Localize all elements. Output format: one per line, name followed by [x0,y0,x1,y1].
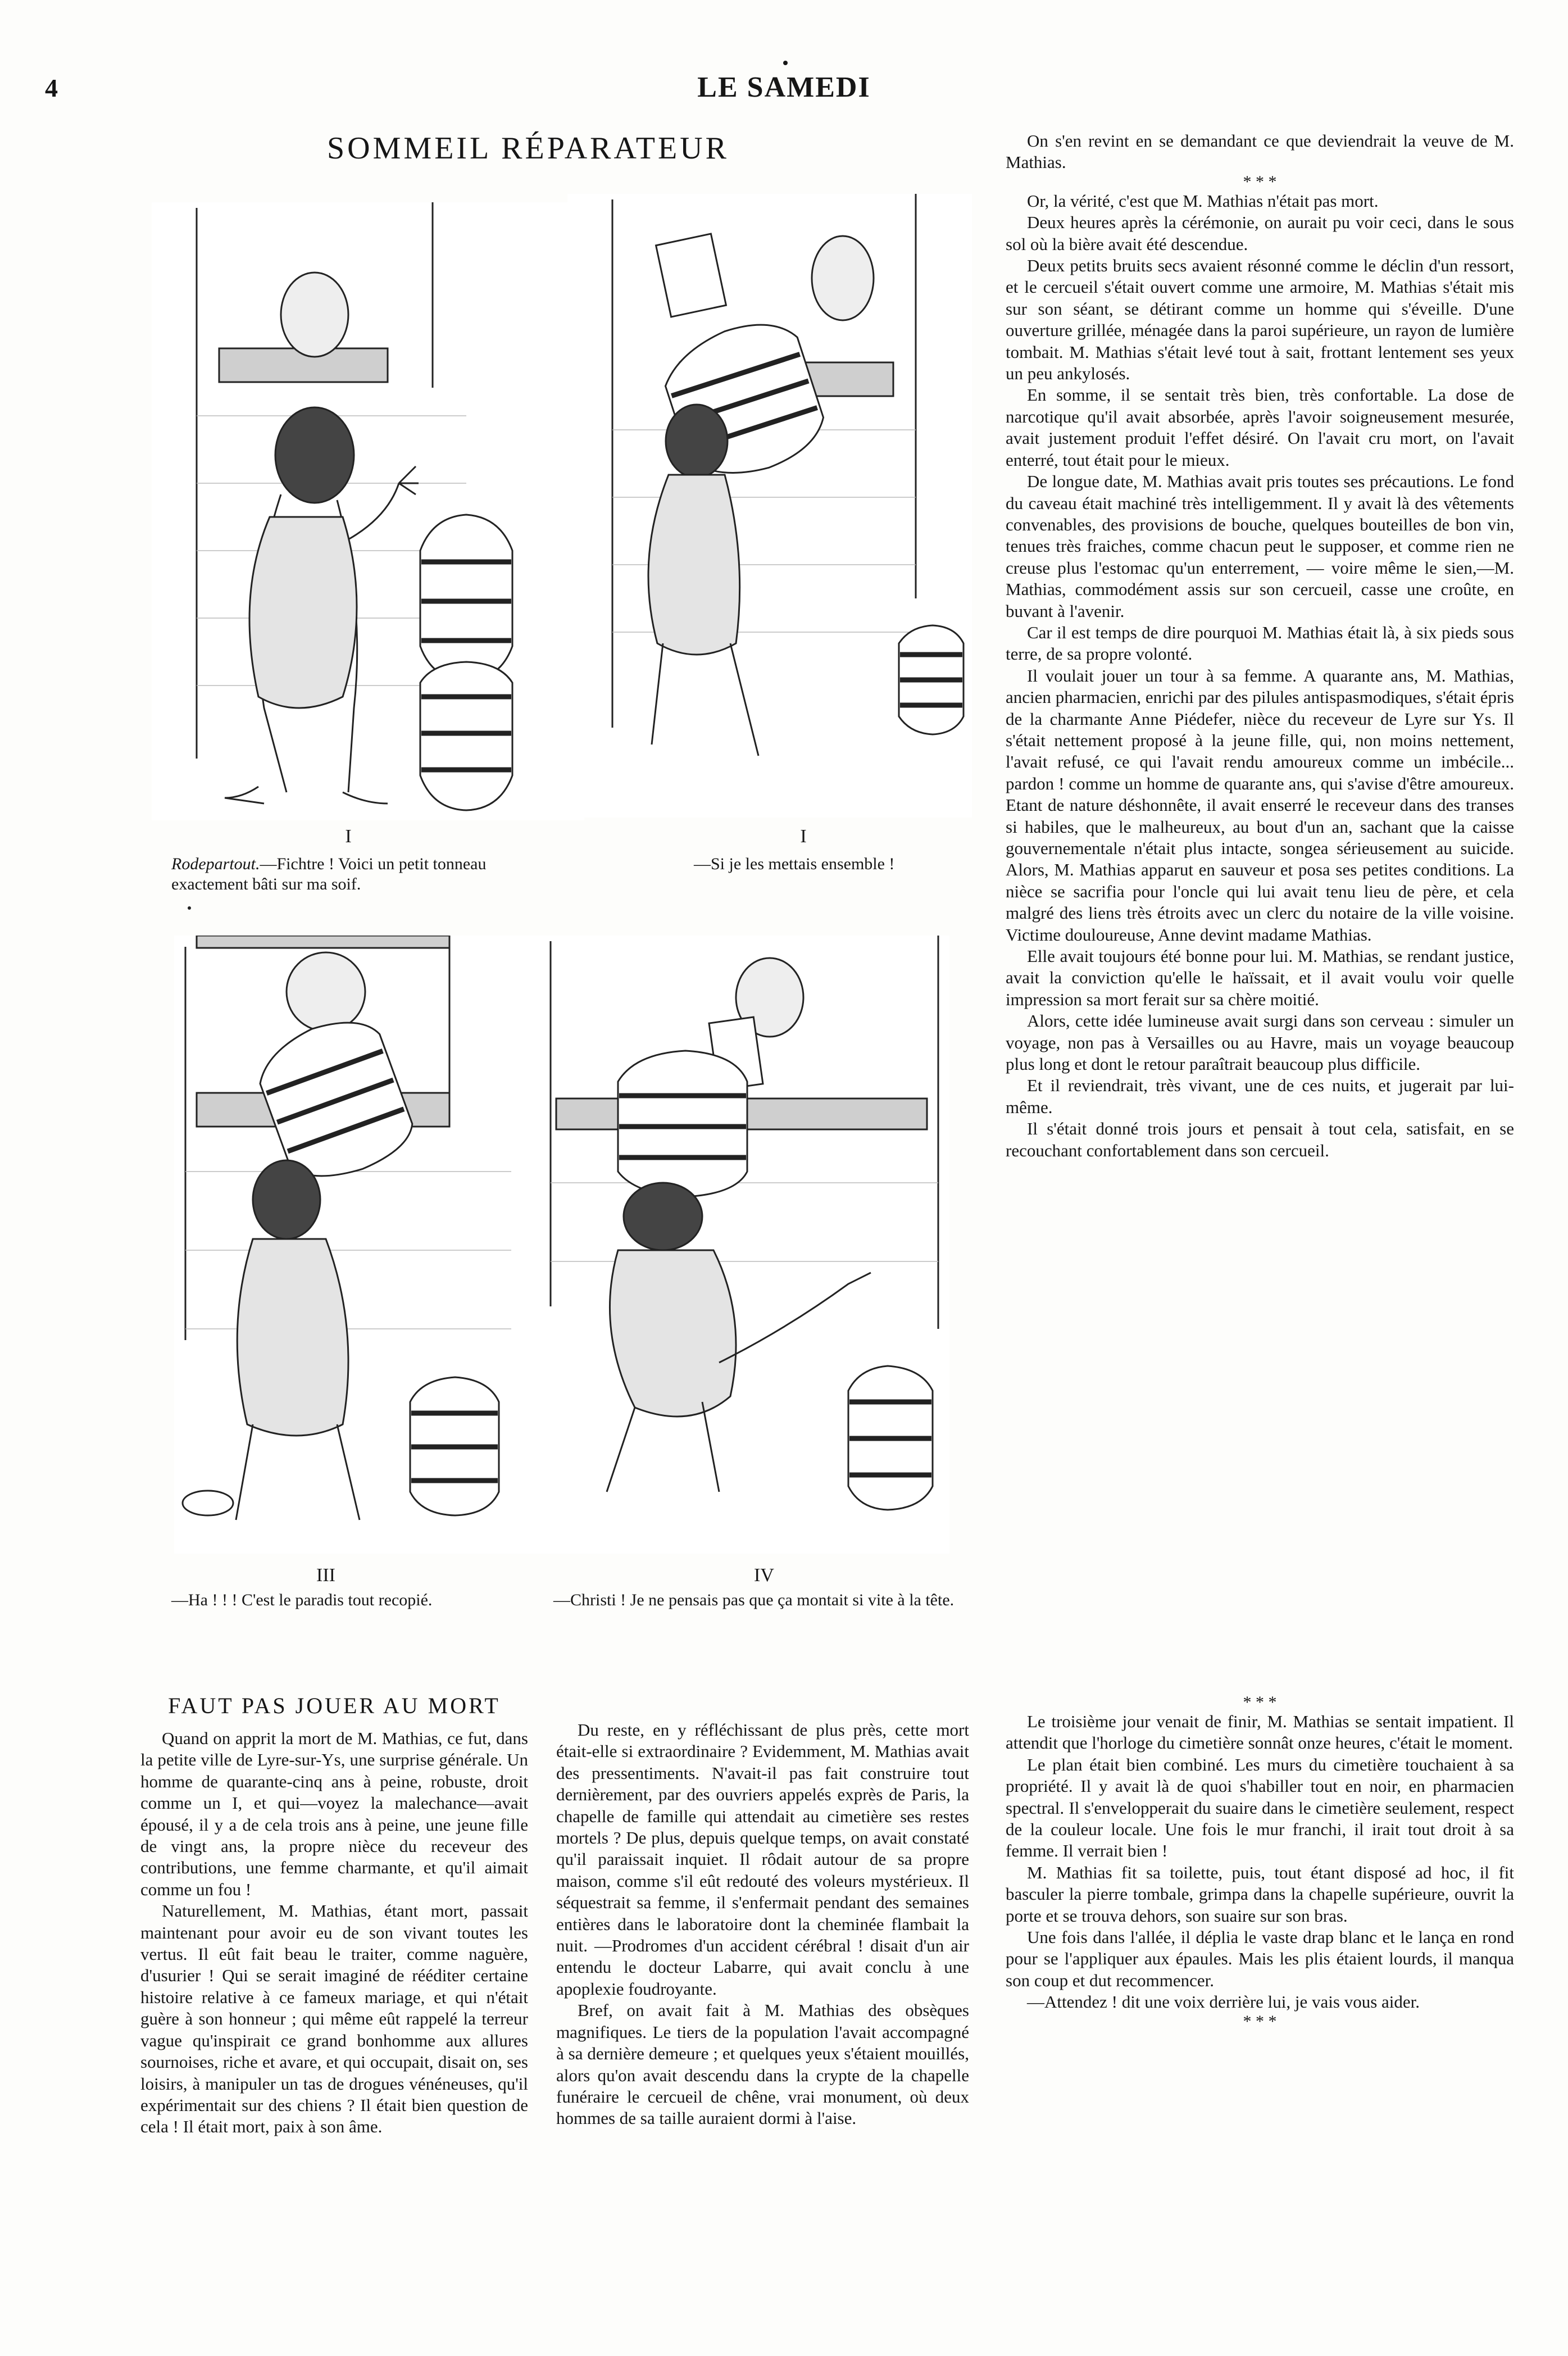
comic-panel-2 [567,194,972,818]
panel-3-caption: —Ha ! ! ! C'est le paradis tout recopié. [171,1591,433,1609]
paragraph: Naturellement, M. Mathias, étant mort, passait maintenant pour avoir eu de son vivant toutes les vertus. Il eût fait beau le traiter, comme naguère, d'usurier ! Qui se serait imaginé de rééditer certaine histoire relative à ce fameux mariage, et qui n'était guère à son honneur ; qui même eût rappelé la terreur vague qu'inspirait ce grand bonhomme aux allures sournoises, riche et avare, et qui occupait, disait on, ses loisirs, à manipuler un tas de drogues vénéneuses, qu'il expérimentait sur des chiens ? Il était bien question de cela ! Il était mort, paix à son âme. [140,1901,528,2137]
paragraph: En somme, il se sentait très bien, très confortable. La dose de narcotique qu'il avait absorbée, après l'avoir soigneusement mesurée, avait justement produit l'effet désiré. On l'avait cru mort, on l'avait enterré, tout était pour le mieux. [1006,385,1514,470]
panel-3-numeral: III [316,1565,335,1586]
paragraph: Il voulait jouer un tour à sa femme. A quarante ans, M. Mathias, ancien pharmacien, enrichi par des pilules antispasmodiques, s'était épris de la charmante Anne Piédefer, nièce du receveur de Lyre sur Ys. Il s'était nettement proposé à la jeune fille, qui, non moins nettement, l'avait refusé, ce qui l'avait rendu amoureux comme un imbécile... pardon ! comme un homme de quarante ans, qui s'avise d'être amoureux. Etant de nature déshonnête, il avait enserré le receveur dans des transes si habiles, que le malheureux, au bout d'un an, sachant que la caisse gouvernementale n'était plus intacte, songea sérieusement au suicide. Alors, M. Mathias apparut en sauveur et posa ses petites conditions. La nièce se sacrifia pour l'oncle qui lui avait tenu lieu de père, et cela malgré des liens très étroits avec un clerc du notaire de la ville voisine. Victime douloureuse, Anne devint madame Mathias. [1006,665,1514,945]
paragraph: Quand on apprit la mort de M. Mathias, ce fut, dans la petite ville de Lyre-sur-Ys, une surprise générale. Un homme de quarante-cinq ans à peine, robuste, droit comme un I, et qui—voyez la malechance—avait épousé, il y a de cela trois ans à peine, une jeune fille de vingt ans, la propre nièce du receveur des contributions, une femme charmante, et qu'il aimait comme un fou ! [140,1728,528,1899]
asterism-separator: * * * [1243,172,1277,191]
page-number: 4 [45,74,58,102]
comic-panel-4 [534,936,949,1554]
paragraph: Du reste, en y réfléchissant de plus près, cette mort était-elle si extraordinaire ? Evidemment, M. Mathias avait des pressentiments. N'avait-il pas fait construire tout dernièrement, par des ouvriers appelés exprès de Paris, la chapelle de famille qui attendait au cimetière ses restes mortels ? De plus, depuis quelque temps, on avait constaté qu'il paraissait inquiet. Il rôdait autour de sa propre maison, comme s'il eût redouté des voleurs mystérieux. Il séquestrait sa femme, il s'enfermait pendant des semaines entières dans le laboratoire dont la cheminée flambait la nuit. —Prodromes d'un accident cérébral ! disait d'un air entendu le docteur Labarre, qui avait conclu à une apoplexie foudroyante. [556,1720,969,1999]
paragraph: Et il reviendrait, très vivant, une de ces nuits, et jugerait par lui-même. [1006,1075,1514,1117]
paragraph: On s'en revint en se demandant ce que deviendrait la veuve de M. Mathias. [1006,131,1514,172]
panel-4-caption: —Christi ! Je ne pensais pas que ça montait si vite à la tête. [553,1591,955,1609]
comic-panel-3 [174,936,567,1554]
story-column-3-top [1006,130,1514,1161]
paragraph: Deux petits bruits secs avaient résonné comme le déclin d'un ressort, et le cercueil s'était ouvert comme une armoire, M. Mathias s'était mis sur son séant, se détirant comme un homme qui s'éveille. D'une ouverture grillée, ménagée dans la paroi supérieure, un rayon de lumière tombait. M. Mathias s'était levé tout à sait, frottant lentement ses yeux un peu ankylosés. [1006,256,1514,384]
panel-2-numeral: I [800,826,807,847]
paragraph: Car il est temps de dire pourquoi M. Mathias était là, à six pieds sous terre, de sa propre volonté. [1006,622,1514,664]
panel-1-caption-text: —Fichtre ! Voici un petit tonneau exactement bâti sur ma soif. [171,855,487,893]
paragraph: Le troisième jour venait de finir, M. Mathias se sentait impatient. Il attendit que l'horloge du cimetière sonnât onze heures, c'était le moment. [1006,1712,1514,1753]
comic-panel-1 [152,202,584,820]
paragraph: Alors, cette idée lumineuse avait surgi dans son cerveau : simuler un voyage, non pas à Versailles ou au Havre, mais un voyage beaucoup plus long et dont le retour paraîtrait beaucoup plus difficile. [1006,1011,1514,1074]
stray-dot [188,906,191,910]
story-column-1 [140,1728,528,2138]
paragraph: Or, la vérité, c'est que M. Mathias n'était pas mort. [1027,190,1379,211]
paragraph: Il s'était donné trois jours et pensait à tout cela, satisfait, en se recouchant confortablement dans son cercueil. [1006,1119,1514,1160]
paragraph: —Attendez ! dit une voix derrière lui, je vais vous aider. [1027,1992,1420,2012]
masthead-dot [783,61,788,65]
comic-title: SOMMEIL RÉPARATEUR [327,131,729,166]
paragraph: Bref, on avait fait à M. Mathias des obsèques magnifiques. Le tiers de la population l'avait accompagné à sa dernière demeure ; et quelques yeux s'étaient mouillés, alors qu'on avait descendu dans la crypte de la chapelle funéraire le cercueil de chêne, vrai monument, où deux hommes de sa taille auraient dormi à l'aise. [556,2000,969,2128]
paragraph: Le plan était bien combiné. Les murs du cimetière touchaient à sa propriété. Il y avait là de quoi s'habiller tout en noir, en pharmacien spectral. Il s'envelopperait du suaire dans le cimetière seulement, respect de la couleur locale. Une fois le mur franchi, il irait tout droit à sa femme. Il verrait bien ! [1006,1754,1514,1861]
paragraph: Deux heures après la cérémonie, on aurait pu voir ceci, dans le sous sol où la bière avait été descendue. [1006,212,1514,254]
panel-1-caption [171,854,565,895]
asterism-separator: * * * [1243,1693,1277,1712]
panel-2-caption: —Si je les mettais ensemble ! [694,855,895,873]
panel-2-illustration [567,194,972,818]
panel-1-numeral: I [345,826,352,847]
masthead: LE SAMEDI [697,71,871,103]
story-column-3-bottom [1006,1694,1514,2030]
paragraph: M. Mathias fit sa toilette, puis, tout étant disposé ad hoc, il fit basculer la pierre tombale, grimpa dans la chapelle supérieure, ouvrit la porte et se trouva dehors, son suaire sur son bras. [1006,1862,1514,1926]
panel-4-illustration [534,936,949,1554]
paragraph: Elle avait toujours été bonne pour lui. M. Mathias, se rendant justice, avait la conviction qu'elle le haïssait, et il avait voulu voir quelle impression sa mort ferait sur sa chère moitié. [1006,946,1514,1009]
panel-4-numeral: IV [754,1565,774,1586]
story-column-2 [556,1719,969,2130]
panel-1-illustration [152,202,584,820]
paragraph: De longue date, M. Mathias avait pris toutes ses précautions. Le fond du caveau était machiné très intelligemment. Il y avait là des vêtements convenables, des provisions de bouche, quelques bouteilles de bon vin, tenues très fraiches, comme chacun peut le supposer, et comme rien ne creuse plus l'estomac qu'un enterrement, — voire même le sien,—M. Mathias, commodément assis sur son cercueil, casse une croûte, en buvant à l'avenir. [1006,471,1514,621]
story-title: FAUT PAS JOUER AU MORT [168,1693,501,1718]
asterism-separator: * * * [1243,2012,1277,2031]
paragraph: Une fois dans l'allée, il déplia le vaste drap blanc et le lança en rond pour se l'appliquer aux épaules. Mais les plis étaient lourds, il manqua son coup et dut recommencer. [1006,1927,1514,1990]
panel-1-speaker: Rodepartout. [171,855,260,873]
panel-3-illustration [174,936,567,1554]
